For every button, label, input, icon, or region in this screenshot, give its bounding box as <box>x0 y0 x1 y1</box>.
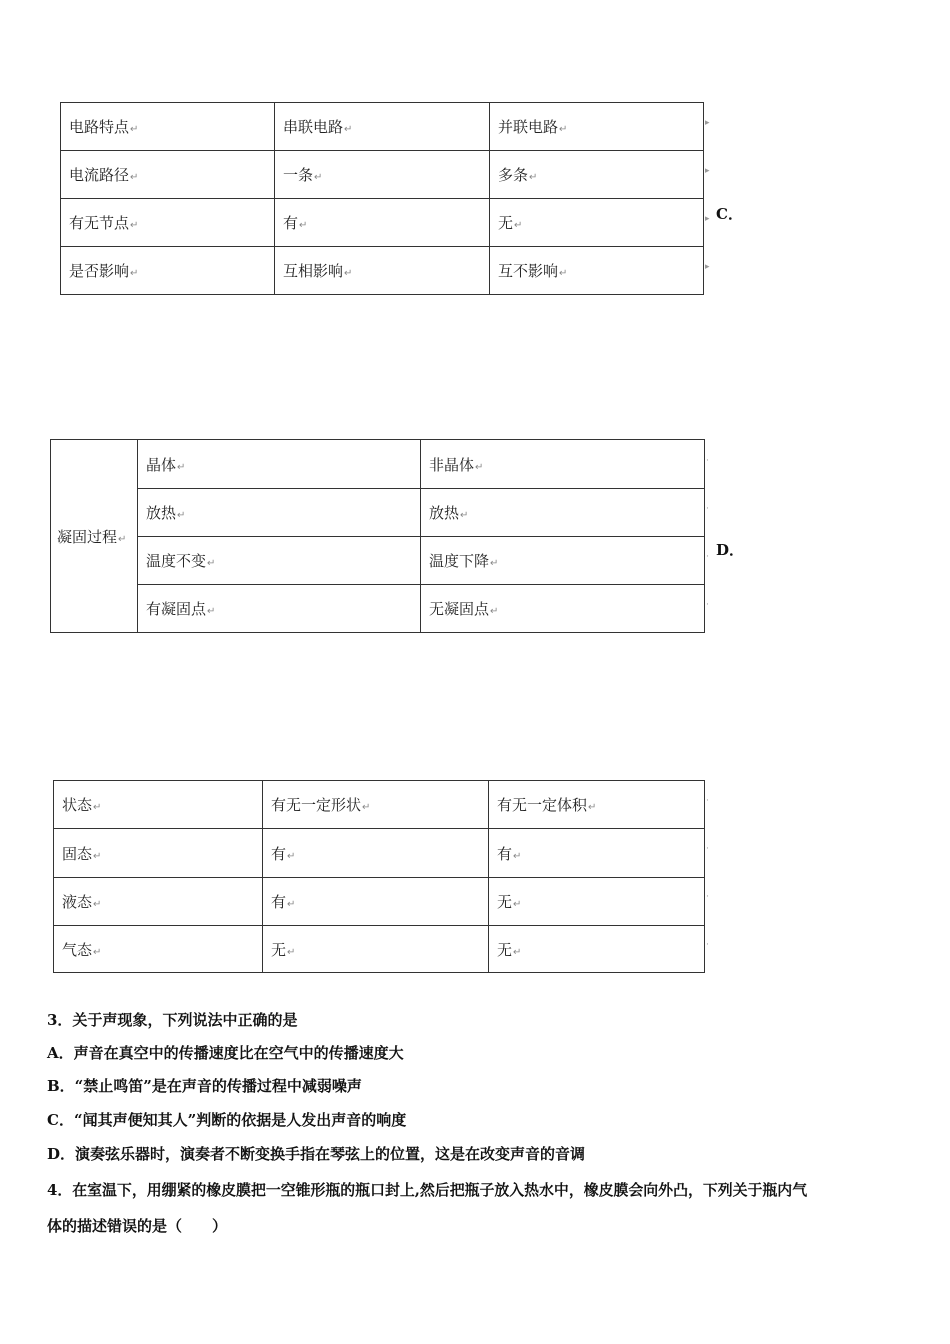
table-cell: 有↵ <box>275 199 490 247</box>
question-4-stem-line1: 4．在室温下，用绷紧的橡皮膜把一空锥形瓶的瓶口封上,然后把瓶子放入热水中，橡皮膜会向外凸，下列关于瓶内气 <box>47 1181 808 1199</box>
table-cell: 有无节点↵ <box>61 199 275 247</box>
row-end-mark: · <box>706 552 709 562</box>
question-3-option-b: B．“禁止鸣笛”是在声音的传播过程中减弱噪声 <box>47 1077 362 1095</box>
question-3-option-c: C．“闻其声便知其人”判断的依据是人发出声音的响度 <box>47 1111 407 1129</box>
table-cell: 放热↵ <box>421 489 705 537</box>
table-cell: 有↵ <box>489 829 705 878</box>
table-cell: 无↵ <box>490 199 704 247</box>
row-end-mark: · <box>706 844 709 854</box>
row-end-mark: · <box>706 456 709 466</box>
table-row <box>51 585 705 633</box>
option-label-c: C． <box>716 205 743 223</box>
table-cell: 串联电路↵ <box>275 103 490 151</box>
question-3-stem: 3．关于声现象，下列说法中正确的是 <box>47 1011 298 1029</box>
states-of-matter-table <box>53 780 705 973</box>
table-row <box>54 878 705 926</box>
table-row <box>61 247 704 295</box>
table-cell: 有无一定形状↵ <box>263 781 489 829</box>
table-row <box>51 489 705 537</box>
table-cell: 有凝固点↵ <box>138 585 421 633</box>
row-end-mark: · <box>706 940 709 950</box>
table-row <box>54 926 705 973</box>
row-end-mark: ▸ <box>705 166 710 176</box>
table-cell: 液态↵ <box>54 878 263 926</box>
table-cell: 温度不变↵ <box>138 537 421 585</box>
table-cell: 有↵ <box>263 878 489 926</box>
question-3-option-d: D．演奏弦乐器时，演奏者不断变换手指在琴弦上的位置，这是在改变声音的音调 <box>47 1145 586 1163</box>
question-3-option-a: A．声音在真空中的传播速度比在空气中的传播速度大 <box>47 1044 404 1062</box>
table-cell: 并联电路↵ <box>490 103 704 151</box>
row-end-mark: · <box>706 892 709 902</box>
row-end-mark: ▸ <box>705 118 710 128</box>
table-cell: 有↵ <box>263 829 489 878</box>
row-end-mark: · <box>706 796 709 806</box>
row-end-mark: · <box>706 600 709 610</box>
table-row <box>54 829 705 878</box>
table-cell: 非晶体↵ <box>421 440 705 489</box>
table-cell: 无凝固点↵ <box>421 585 705 633</box>
table-row <box>54 781 705 829</box>
table-cell: 固态↵ <box>54 829 263 878</box>
table-cell: 无↵ <box>489 878 705 926</box>
table-cell: 互相影响↵ <box>275 247 490 295</box>
table-cell: 放热↵ <box>138 489 421 537</box>
row-end-mark: ▸ <box>705 262 710 272</box>
row-end-mark: ▸ <box>705 214 710 224</box>
table-cell: 互不影响↵ <box>490 247 704 295</box>
solidification-table <box>50 439 705 633</box>
table-cell: 温度下降↵ <box>421 537 705 585</box>
row-header-cell: 凝固过程↵ <box>51 440 138 633</box>
table-cell: 无↵ <box>263 926 489 973</box>
question-4-stem-line2: 体的描述错误的是（ ） <box>47 1217 228 1235</box>
table-cell: 气态↵ <box>54 926 263 973</box>
table-cell: 状态↵ <box>54 781 263 829</box>
table-row <box>61 151 704 199</box>
table-row <box>51 537 705 585</box>
table-cell: 电流路径↵ <box>61 151 275 199</box>
table-row <box>51 440 705 489</box>
table-cell: 无↵ <box>489 926 705 973</box>
table-row <box>61 103 704 151</box>
table-cell: 是否影响↵ <box>61 247 275 295</box>
circuit-comparison-table <box>60 102 704 295</box>
table-cell: 有无一定体积↵ <box>489 781 705 829</box>
table-cell: 电路特点↵ <box>61 103 275 151</box>
table-cell: 多条↵ <box>490 151 704 199</box>
option-label-d: D． <box>716 541 745 559</box>
table-row <box>61 199 704 247</box>
table-cell: 晶体↵ <box>138 440 421 489</box>
table-cell: 一条↵ <box>275 151 490 199</box>
row-end-mark: · <box>706 504 709 514</box>
